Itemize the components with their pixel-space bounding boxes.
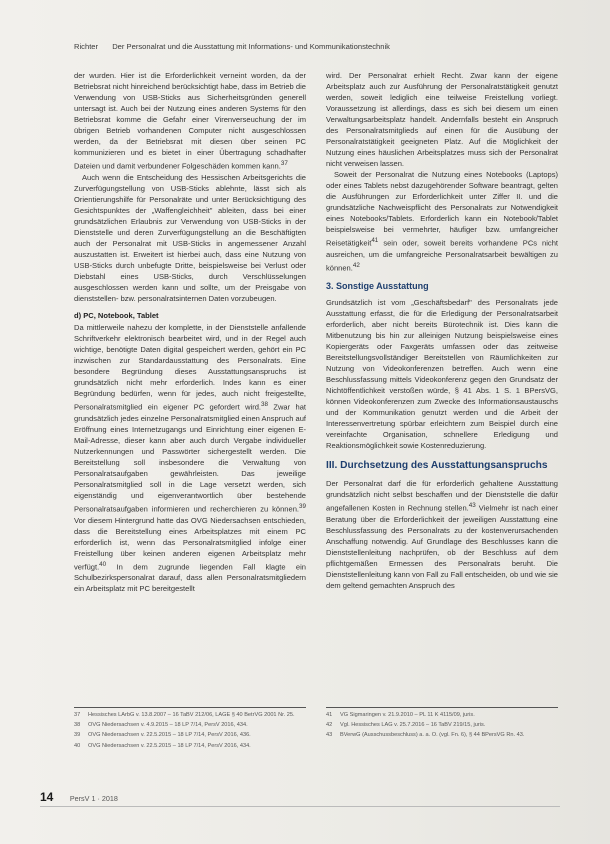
footnote-ref[interactable]: 42 — [352, 262, 360, 270]
section-heading-sonstige: 3. Sonstige Ausstattung — [326, 280, 429, 291]
footnote: 38 OVG Niedersachsen v. 4.9.2015 – 18 LP 7/14, PersV 2016, 434. — [74, 722, 248, 729]
footnote-divider — [326, 707, 558, 708]
paragraph: Der Personalrat darf die für erforderlich gehaltene Ausstattung grundsätzlich nicht selbst beschaffen und der Dienststelle die dafür angefallenen Kosten in Rechnung stellen.$^{43}$ Vielmehr ist nach einer Beratung über die Erforderlichkeit der jeweiligen Ausstattung eine Beschlussfassung des Personalrats zu der kostenverursachenden Anschaffung notwendig. Auf Grundlage des Beschlusses kann die Dienststellenleitung nachprüfen, ob der Beschluss auf dem pflichtgemäßen Ermessen des Personalrats beruht. Die Dienststellenleitung kann von Fall zu Fall entscheiden, ob und wie sie dem geltend gemachten Anspruch des — [326, 479, 558, 590]
footnote-ref[interactable]: 39 — [299, 503, 306, 511]
footnote: 40 OVG Niedersachsen v. 22.5.2015 – 18 LP 7/14, PersV 2016, 434. — [74, 742, 251, 749]
left-column — [74, 70, 306, 595]
footnote: 42 Vgl. Hessisches LAG v. 25.7.2016 – 16 TaBV 219/15, juris. — [326, 722, 486, 729]
footnote: 43 BVerwG (Ausschussbeschluss) a. a. O. (vgl. Fn. 6), § 44 BPersVG Rn. 43. — [326, 732, 525, 739]
footnote-divider — [74, 707, 306, 708]
page-footer — [40, 790, 118, 804]
header-author: Richter — [74, 42, 99, 51]
page-number: 14 — [40, 790, 54, 804]
footnote: 41 VG Sigmaringen v. 21.9.2010 – PL 11 K 4115/09, juris. — [326, 712, 475, 718]
footnotes-left — [74, 712, 306, 753]
journal-source: PersV 1 · 2018 — [69, 794, 118, 803]
footer-divider — [40, 806, 560, 807]
paragraph: Da mittlerweile nahezu der komplette, in der Dienststelle anfallende Schriftverkehr elektronisch bearbeitet wird, und in der Regel auch wichtige, benötigte Daten digital gespeichert werden, gehört ein PC inzwischen zur Standardausstattung des Personalrats. Eine besondere Begründung dieses Ausstattungsanspruchs ist grundsätzlich nicht mehr erforderlich. Indes kann es einer Begründung bedürfen, wenn für jedes, auch nicht freigestellte, Personalratsmitglied ein eigener PC gefordert wird.$^{38}$ Zwar hat grundsätzlich jedes einzelne Personalratsmitglied einen Anspruch auf Eröffnung eines Internetzugangs und Einrichtung einer eigenen E-Mail-Adresse, dieser kann aber auch durch Vergabe individueller Nutzerkennungen und Passwörter sichergestellt werden. Die Bereitstellung soll insbesondere die Verwaltung von Personalratsaufgaben gewährleisten. Das jeweilige Personalratsmitglied soll in die Lage versetzt werden, sich eigenständig und eigenverantwortlich über bestehende Personalratsaufgaben informieren und recherchieren zu können.$^{39}$ Vor diesem Hintergrund hatte das OVG Niedersachsen entschieden, dass die Bereitstellung eines Arbeitsplatzes mit einem PC erforderlich ist, wenn das Personalratsmitglied infolge einer Freistellung über keinen anderen eigenen Arbeitsplatz mehr verfügt.$^{40}$ In dem zugrunde liegenden Fall klagte ein Schulbezirkspersonalrat darauf, dass allen Personalratsmitgliedern ein Arbeitsplatz mit PC bereitgestellt — [74, 323, 306, 594]
section-heading-pc: d) PC, Notebook, Tablet — [74, 311, 159, 321]
footnote: 39 OVG Niedersachsen v. 22.5.2015 – 18 LP 7/14, PersV 2016, 436. — [74, 732, 251, 739]
running-header — [74, 42, 554, 51]
paragraph: Grundsätzlich ist vom „Geschäftsbedarf" des Personalrats jede Ausstattung erfasst, die für die Erledigung der Personalratsarbeit erforderlich, aber nicht bereits Bürotechnik ist. Dies kann die Mitbenutzung bis hin zur alleinigen Nutzung beispielsweise eines Kopiergeräts oder Faxgeräts umfassen oder das zeitweise Bereitstellungsvollständiger Bereitstellen von Räumlichkeiten zur Nutzung von Videokonferenzen betreffen. Auch wenn eine Beschlussfassung mittels Videokonferenz gegen den Grundsatz der Nichtöffentlichkeit verstoßen würde, § 41 Abs. 1 S. 1 BPersVG, können Videokonferenzen zum Zwecke des Informationsaustauschs und der Kommunikation genutzt werden und die Arbeit der Interessenvertretung spürbar erleichtern zum Beispiel durch eine vereinfachte Organisation, schnellere Erledigung und Reaktionsmöglichkeit sowie Kostenreduzierung. — [326, 297, 558, 450]
paragraph: der wurden. Hier ist die Erforderlichkeit verneint worden, da der Betriebsrat nicht hinreichend berücksichtigt habe, dass im Betrieb die Verwendung von USB-Sticks aus Sicherheitsgründen generell untersagt ist. Auch bei der Nutzung eines anderen Systems für den Betriebsrat komme die Gefahr einer Virenverseuchung der im übrigen Betrieb vorhandenen Computer nicht ausgeschlossen werden, da der Betriebsrat mit diesen über seinen PC kommunizieren und es bietet in einer Übertragung schadhafter Dateien und damit verbundener Folgeschäden kommen kann.$^{37}$ — [74, 71, 306, 171]
header-title: Der Personalrat und die Ausstattung mit Informations- und Kommunikationstechnik — [112, 42, 390, 51]
footnote-ref[interactable]: 40 — [99, 560, 107, 568]
section-heading-durchsetzung: III. Durchsetzung des Ausstattungsanspruchs — [326, 460, 548, 472]
footnote: 37 Hessisches LArbG v. 13.8.2007 – 16 TaBV 212/06, LAGE § 40 BetrVG 2001 Nr. 25. — [74, 712, 295, 718]
footnote-ref[interactable]: 38 — [261, 401, 269, 409]
paragraph: wird. Der Personalrat erhielt Recht. Zwar kann der eigene Arbeitsplatz auch zur Ausführung der Personalratstätigkeit genutzt werden, soweit lediglich eine teilweise Freistellung vorliegt. Voraussetzung ist allerdings, dass es sich bei diesem um einen Verwaltungsarbeitsplatz handelt. Andernfalls besteht ein Anspruch des Personalratsmitglieds auf einen für die Ausübung der Personalratstätigkeit geeigneten Platz. Auf die Möglichkeit der Nutzung eines häuslichen Arbeitsplatzes muss sich der Personalrat nicht verweisen lassen. — [326, 71, 558, 169]
paragraph: Auch wenn die Entscheidung des Hessischen Arbeitsgerichts die Zurverfügungstellung von USB-Sticks ablehnte, lässt sich als Orientierungshilfe für Personalräte und unter Berücksichtigung des Gesichtspunktes der „Waffengleichheit" ableiten, dass bei einer grundsätzlichen Erlaubnis zur Verwendung von USB-Sticks in der Dienststelle und deren Zurverfügungstellung an die Beschäftigten auch der Personalrat mit USB-Sticks in angemessener Anzahl auszustatten ist. Erweitert ist hierbei auch, dass eine Nutzung von USB-Sticks durch unbefugte Dritte, beispielsweise bei Verlust oder Diebstahl eines USB-Sticks, durch Verschlüsselungen ausgeschlossen werden kann und sollte, um der Preisgabe von dienststellen- bzw. personalratsinternen Daten vorzubeugen. — [74, 172, 306, 304]
footnote-ref[interactable]: 43 — [468, 502, 476, 510]
footnote-ref[interactable]: 41 — [371, 237, 379, 245]
footnotes-right — [326, 712, 558, 743]
footnote-ref[interactable]: 37 — [280, 160, 288, 168]
right-column — [326, 70, 558, 591]
paragraph: Soweit der Personalrat die Nutzung eines Notebooks (Laptops) oder eines Tablets nebst dazugehörender Software beantragt, gelten die Ausführungen zur Erforderlichkeit unter Ziffer II. und die grundsätzliche Nachweispflicht des Personalrats zur Notwendigkeit eines Notebooks/Tablets. Erforderlich kann ein Notebook/Tablet beispielsweise bei vermehrter, häufiger bzw. umfangreicher Reisetätigkeit$^{41}$ sein oder, soweit bereits vorhandene PCs nicht ausreichen, um die umfangreiche Personalratsarbeit bewältigen zu können.$^{42}$ — [326, 170, 558, 273]
